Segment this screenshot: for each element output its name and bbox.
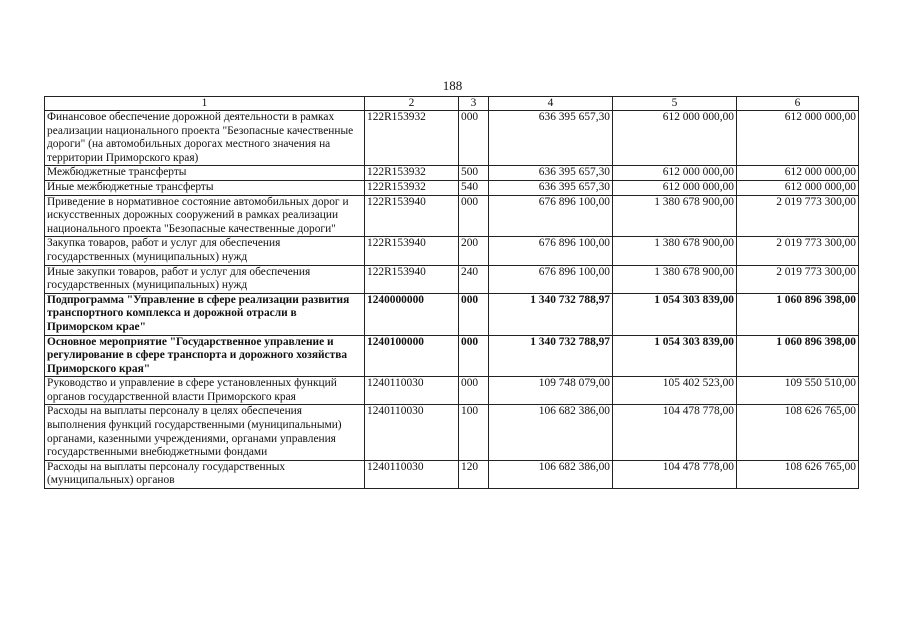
row-code: 122R153940 (365, 265, 459, 293)
budget-table (44, 96, 859, 489)
row-value-5: 1 054 303 839,00 (613, 335, 737, 377)
row-name: Иные закупки товаров, работ и услуг для обеспечения государственных (муниципальных) нужд (45, 265, 365, 293)
page-number: 188 (442, 78, 463, 93)
row-type: 240 (459, 265, 489, 293)
column-header: 1 (45, 97, 365, 111)
row-name: Финансовое обеспечение дорожной деятельности в рамках реализации национального проекта "Безопасные качественные дороги" (на автомобильных дорогах местного значения на территории Приморского края) (45, 111, 365, 166)
row-name: Расходы на выплаты персоналу в целях обеспечения выполнения функций государственными (муниципальными) органами, казенными учреждениями, органами управления государственными внебюджетными фондами (45, 405, 365, 460)
column-header: 5 (613, 97, 737, 111)
row-type: 120 (459, 460, 489, 488)
row-value-4: 1 340 732 788,97 (489, 335, 613, 377)
row-value-6: 108 626 765,00 (737, 405, 859, 460)
row-value-6: 2 019 773 300,00 (737, 265, 859, 293)
row-value-6: 612 000 000,00 (737, 180, 859, 195)
row-value-4: 636 395 657,30 (489, 111, 613, 166)
table-row (45, 166, 859, 181)
row-code: 1240000000 (365, 293, 459, 335)
row-value-4: 109 748 079,00 (489, 377, 613, 405)
row-value-5: 104 478 778,00 (613, 405, 737, 460)
row-value-5: 1 054 303 839,00 (613, 293, 737, 335)
row-value-6: 108 626 765,00 (737, 460, 859, 488)
table-row (45, 265, 859, 293)
table-header-row (45, 97, 859, 111)
row-value-6: 1 060 896 398,00 (737, 293, 859, 335)
row-name: Закупка товаров, работ и услуг для обеспечения государственных (муниципальных) нужд (45, 237, 365, 265)
table-row (45, 405, 859, 460)
row-value-4: 106 682 386,00 (489, 405, 613, 460)
table-row (45, 180, 859, 195)
row-code: 122R153940 (365, 237, 459, 265)
table-row (45, 460, 859, 488)
row-type: 000 (459, 293, 489, 335)
row-value-5: 1 380 678 900,00 (613, 265, 737, 293)
row-code: 122R153932 (365, 111, 459, 166)
row-type: 200 (459, 237, 489, 265)
row-value-4: 1 340 732 788,97 (489, 293, 613, 335)
row-type: 000 (459, 111, 489, 166)
row-value-6: 612 000 000,00 (737, 166, 859, 181)
row-value-6: 1 060 896 398,00 (737, 335, 859, 377)
row-value-4: 676 896 100,00 (489, 265, 613, 293)
row-value-5: 105 402 523,00 (613, 377, 737, 405)
table-row (45, 335, 859, 377)
row-name: Межбюджетные трансферты (45, 166, 365, 181)
row-value-4: 636 395 657,30 (489, 180, 613, 195)
row-value-5: 1 380 678 900,00 (613, 237, 737, 265)
row-type: 540 (459, 180, 489, 195)
row-code: 122R153932 (365, 180, 459, 195)
row-name: Подпрограмма "Управление в сфере реализации развития транспортного комплекса и дорожной отрасли в Приморском крае" (45, 293, 365, 335)
row-value-5: 1 380 678 900,00 (613, 195, 737, 237)
row-value-6: 2 019 773 300,00 (737, 195, 859, 237)
row-code: 1240110030 (365, 460, 459, 488)
row-code: 1240110030 (365, 377, 459, 405)
row-value-4: 676 896 100,00 (489, 195, 613, 237)
row-name: Иные межбюджетные трансферты (45, 180, 365, 195)
column-header: 6 (737, 97, 859, 111)
table-row (45, 111, 859, 166)
row-type: 000 (459, 335, 489, 377)
row-value-5: 104 478 778,00 (613, 460, 737, 488)
row-type: 000 (459, 195, 489, 237)
row-code: 1240110030 (365, 405, 459, 460)
row-code: 122R153932 (365, 166, 459, 181)
row-name: Расходы на выплаты персоналу государственных (муниципальных) органов (45, 460, 365, 488)
column-header: 4 (489, 97, 613, 111)
row-value-4: 676 896 100,00 (489, 237, 613, 265)
column-header: 3 (459, 97, 489, 111)
row-name: Основное мероприятие "Государственное управление и регулирование в сфере транспорта и дорожного хозяйства Приморского края" (45, 335, 365, 377)
row-name: Руководство и управление в сфере установленных функций органов государственной власти Приморского края (45, 377, 365, 405)
column-header: 2 (365, 97, 459, 111)
row-value-6: 612 000 000,00 (737, 111, 859, 166)
table-row (45, 377, 859, 405)
row-value-6: 2 019 773 300,00 (737, 237, 859, 265)
row-value-5: 612 000 000,00 (613, 111, 737, 166)
row-code: 1240100000 (365, 335, 459, 377)
table-row (45, 237, 859, 265)
row-name: Приведение в нормативное состояние автомобильных дорог и искусственных дорожных сооружений в рамках реализации национального проекта "Безопасные качественные дороги" (45, 195, 365, 237)
row-value-4: 106 682 386,00 (489, 460, 613, 488)
table-row (45, 293, 859, 335)
row-code: 122R153940 (365, 195, 459, 237)
row-value-4: 636 395 657,30 (489, 166, 613, 181)
row-value-5: 612 000 000,00 (613, 180, 737, 195)
row-value-6: 109 550 510,00 (737, 377, 859, 405)
row-value-5: 612 000 000,00 (613, 166, 737, 181)
row-type: 100 (459, 405, 489, 460)
row-type: 000 (459, 377, 489, 405)
table-row (45, 195, 859, 237)
table-body (45, 111, 859, 489)
row-type: 500 (459, 166, 489, 181)
